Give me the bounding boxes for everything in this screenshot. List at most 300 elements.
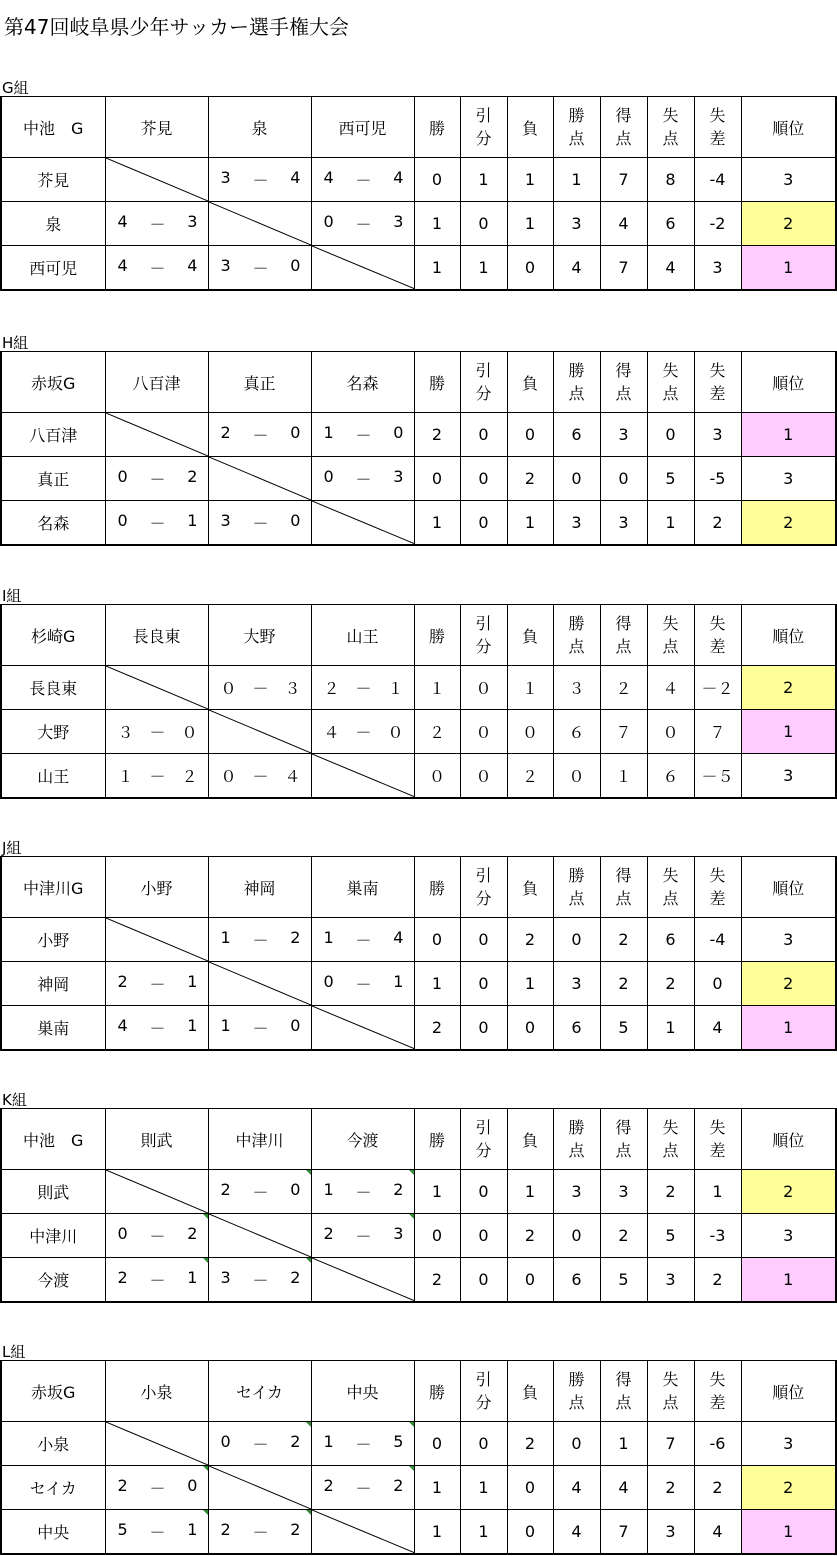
goals-against: 2 xyxy=(393,1180,404,1199)
opponent-header: 山王 xyxy=(311,605,414,666)
stat-value: 2 xyxy=(507,1214,553,1258)
rank-cell: 3 xyxy=(741,918,836,962)
match-score xyxy=(105,962,208,1006)
table-row xyxy=(1,246,836,290)
table-row xyxy=(1,1510,836,1554)
diagonal-line xyxy=(209,710,311,753)
diagonal-line xyxy=(312,754,414,797)
opponent-header: 八百津 xyxy=(105,352,208,413)
rank-cell: 2 xyxy=(741,666,836,710)
goals-against: 0 xyxy=(290,255,301,275)
goals-for: 0 xyxy=(117,467,128,486)
diagonal-line xyxy=(209,457,311,500)
rank-cell: 1 xyxy=(741,1006,836,1050)
stat-value: １ xyxy=(507,666,553,710)
score-box xyxy=(209,1268,311,1291)
stat-value: 1 xyxy=(460,1510,507,1554)
diagonal-stroke xyxy=(209,202,311,245)
goals-against: 1 xyxy=(187,1267,198,1287)
stat-header xyxy=(600,352,647,413)
stat-value: 5 xyxy=(600,1258,647,1302)
stat-header-line: 失 xyxy=(709,1370,726,1389)
score-dash: － xyxy=(355,679,372,698)
stat-value: 2 xyxy=(414,1006,460,1050)
stat-header: 順位 xyxy=(741,1109,836,1170)
diagonal-line xyxy=(312,501,414,544)
stat-header-line: 勝 xyxy=(568,106,585,125)
table-row xyxy=(1,1422,836,1466)
diagonal-cell xyxy=(311,1510,414,1554)
table-row xyxy=(1,158,836,202)
match-score xyxy=(105,202,208,246)
stat-header xyxy=(553,857,600,918)
diagonal-line xyxy=(106,666,208,709)
stat-header-line: 差 xyxy=(709,1393,726,1412)
stat-value: ０ xyxy=(460,710,507,754)
stat-value: 0 xyxy=(507,1258,553,1302)
stat-header: 勝 xyxy=(414,1109,460,1170)
stat-value: ２ xyxy=(414,710,460,754)
goals-against: 5 xyxy=(393,1432,404,1451)
goals-for: ２ xyxy=(323,679,340,698)
opponent-header: 真正 xyxy=(208,352,311,413)
goals-for: ０ xyxy=(220,766,237,786)
table-row xyxy=(1,1170,836,1214)
diagonal-cell xyxy=(105,1422,208,1466)
score-dash: － xyxy=(149,1479,166,1498)
stat-header-line: 点 xyxy=(568,1141,585,1160)
table-row xyxy=(1,1466,836,1510)
table-row xyxy=(1,1006,836,1050)
score-box xyxy=(312,676,414,699)
table-row xyxy=(1,1258,836,1302)
stat-value: 7 xyxy=(600,158,647,202)
goals-against: 1 xyxy=(187,510,198,530)
stat-value: 6 xyxy=(647,918,694,962)
stat-header: 負 xyxy=(507,605,553,666)
stat-value: 0 xyxy=(460,202,507,246)
stat-value: 3 xyxy=(553,962,600,1006)
team-name: 則武 xyxy=(1,1170,105,1214)
header-row xyxy=(1,605,836,666)
stat-header xyxy=(647,97,694,158)
stat-value: 1 xyxy=(694,1170,741,1214)
opponent-header: 泉 xyxy=(208,97,311,158)
stat-header-line: 点 xyxy=(662,1141,679,1160)
goals-against: ２ xyxy=(181,766,198,786)
stat-value: 3 xyxy=(553,1170,600,1214)
match-score xyxy=(208,918,311,962)
match-score xyxy=(311,1214,414,1258)
stat-header-line: 点 xyxy=(615,637,632,656)
stat-header xyxy=(600,605,647,666)
stat-header-line: 失 xyxy=(709,1118,726,1137)
score-dash: － xyxy=(252,513,269,533)
goals-for: 0 xyxy=(323,467,334,486)
stat-value: 0 xyxy=(460,501,507,545)
stat-value: 4 xyxy=(553,1510,600,1554)
diagonal-stroke xyxy=(106,666,208,709)
rank-cell: 3 xyxy=(741,457,836,501)
stat-value: 2 xyxy=(507,1422,553,1466)
stat-header-line: 引 xyxy=(475,614,492,633)
score-dash: － xyxy=(355,171,372,190)
stat-header-line: 失 xyxy=(662,106,679,125)
goals-against: １ xyxy=(387,679,404,698)
stat-value: 0 xyxy=(414,1214,460,1258)
stat-value: 6 xyxy=(553,1258,600,1302)
stat-header-line: 差 xyxy=(709,384,726,403)
stat-value: 2 xyxy=(647,962,694,1006)
diagonal-stroke xyxy=(312,1258,414,1301)
diagonal-line xyxy=(312,1510,414,1553)
goals-for: 2 xyxy=(117,1476,128,1495)
stat-value: ６ xyxy=(553,710,600,754)
goals-against: 1 xyxy=(393,972,404,991)
stat-value: 0 xyxy=(460,1422,507,1466)
score-dash: － xyxy=(252,679,269,698)
goals-against: 3 xyxy=(393,212,404,231)
score-box xyxy=(209,676,311,699)
match-score xyxy=(311,918,414,962)
stat-value: 3 xyxy=(600,501,647,545)
stat-value: 4 xyxy=(553,1466,600,1510)
score-dash: － xyxy=(149,1018,166,1038)
stat-value: ４ xyxy=(647,666,694,710)
group-label: K組 xyxy=(2,1091,27,1109)
diagonal-cell xyxy=(208,1214,311,1258)
group-label: L組 xyxy=(2,1343,26,1361)
stat-header: 勝 xyxy=(414,97,460,158)
goals-against: 3 xyxy=(393,467,404,486)
score-box xyxy=(312,972,414,995)
stat-value: 1 xyxy=(460,1466,507,1510)
score-box xyxy=(209,1016,311,1039)
stat-header-line: 失 xyxy=(662,1118,679,1137)
stat-value: 3 xyxy=(600,413,647,457)
stat-header-line: 点 xyxy=(568,889,585,908)
stat-header xyxy=(647,352,694,413)
standings-table xyxy=(0,1360,837,1555)
goals-for: １ xyxy=(117,766,134,786)
diagonal-cell xyxy=(208,710,311,754)
stat-value: 4 xyxy=(694,1006,741,1050)
team-name: セイカ xyxy=(1,1466,105,1510)
stat-header-line: 引 xyxy=(475,866,492,885)
cell-note-marker xyxy=(306,1258,311,1263)
team-name: 巣南 xyxy=(1,1006,105,1050)
score-dash: － xyxy=(252,171,269,190)
cell-note-marker xyxy=(203,1258,208,1263)
stat-value: -5 xyxy=(694,457,741,501)
stat-value: 2 xyxy=(414,1258,460,1302)
stat-value: ７ xyxy=(694,710,741,754)
score-dash: － xyxy=(149,975,166,994)
stat-header xyxy=(647,857,694,918)
stat-header-line: 点 xyxy=(615,129,632,148)
stat-value: 3 xyxy=(553,202,600,246)
stat-header-line: 点 xyxy=(662,889,679,908)
match-score xyxy=(311,710,414,754)
stat-value: 1 xyxy=(507,158,553,202)
group-label: I組 xyxy=(2,587,22,605)
stat-value: 0 xyxy=(414,1422,460,1466)
stat-value: 6 xyxy=(647,202,694,246)
stat-header-line: 点 xyxy=(615,1393,632,1412)
stat-value: 5 xyxy=(647,457,694,501)
stat-value: 0 xyxy=(553,918,600,962)
opponent-header: 長良東 xyxy=(105,605,208,666)
goals-for: 2 xyxy=(323,1224,334,1243)
stat-value: 2 xyxy=(600,918,647,962)
stat-value: ０ xyxy=(507,710,553,754)
venue-cell: 中池 G xyxy=(1,97,105,158)
stat-value: １ xyxy=(600,754,647,798)
stat-header-line: 得 xyxy=(615,361,632,380)
stat-value: 4 xyxy=(647,246,694,290)
score-box xyxy=(106,1016,208,1039)
score-dash: － xyxy=(252,931,269,950)
stat-value: －２ xyxy=(694,666,741,710)
stat-value: 1 xyxy=(460,246,507,290)
venue-cell: 杉崎G xyxy=(1,605,105,666)
header-row xyxy=(1,857,836,918)
cell-note-marker xyxy=(306,1510,311,1515)
table-row xyxy=(1,457,836,501)
score-box xyxy=(209,1180,311,1203)
header-row xyxy=(1,352,836,413)
cell-note-marker xyxy=(203,1510,208,1515)
score-box xyxy=(106,212,208,235)
opponent-header: 芥見 xyxy=(105,97,208,158)
match-score xyxy=(105,501,208,545)
stat-value: 2 xyxy=(647,1466,694,1510)
team-name: 名森 xyxy=(1,501,105,545)
score-box xyxy=(209,511,311,534)
stat-value: 7 xyxy=(600,1510,647,1554)
stat-header-line: 勝 xyxy=(568,614,585,633)
stat-header-line: 得 xyxy=(615,1370,632,1389)
opponent-header: 中央 xyxy=(311,1361,414,1422)
diagonal-line xyxy=(209,962,311,1005)
team-name: 真正 xyxy=(1,457,105,501)
opponent-header: 巣南 xyxy=(311,857,414,918)
match-score xyxy=(208,1170,311,1214)
stat-value: 4 xyxy=(600,1466,647,1510)
match-score xyxy=(105,1006,208,1050)
goals-for: 1 xyxy=(323,1432,334,1451)
goals-for: ０ xyxy=(220,679,237,698)
score-dash: － xyxy=(252,766,269,786)
diagonal-stroke xyxy=(312,1510,414,1553)
stat-header-line: 差 xyxy=(709,129,726,148)
score-box xyxy=(312,1180,414,1203)
score-box xyxy=(106,1224,208,1247)
match-score xyxy=(105,457,208,501)
goals-for: 2 xyxy=(117,972,128,991)
stat-header xyxy=(600,857,647,918)
score-box xyxy=(312,168,414,191)
stat-header-line: 差 xyxy=(709,1141,726,1160)
score-dash: － xyxy=(355,426,372,445)
opponent-header: 中津川 xyxy=(208,1109,311,1170)
stat-value: 1 xyxy=(553,158,600,202)
score-dash: － xyxy=(355,975,372,994)
diagonal-line xyxy=(106,918,208,961)
match-score xyxy=(208,1006,311,1050)
diagonal-stroke xyxy=(106,413,208,456)
diagonal-cell xyxy=(208,1466,311,1510)
cell-note-marker xyxy=(306,1422,311,1427)
stat-value: 2 xyxy=(507,918,553,962)
goals-for: 0 xyxy=(220,1432,231,1451)
stat-value: 1 xyxy=(460,158,507,202)
table-row xyxy=(1,202,836,246)
diagonal-cell xyxy=(311,501,414,545)
diagonal-stroke xyxy=(209,457,311,500)
goals-for: 0 xyxy=(323,212,334,231)
stat-value: 3 xyxy=(647,1258,694,1302)
goals-against: 0 xyxy=(290,1180,301,1199)
rank-cell: 1 xyxy=(741,1510,836,1554)
diagonal-line xyxy=(209,1214,311,1257)
table-row xyxy=(1,501,836,545)
diagonal-stroke xyxy=(106,158,208,201)
cell-note-marker xyxy=(409,1422,414,1427)
stat-value: ０ xyxy=(460,666,507,710)
standings-table xyxy=(0,96,837,291)
stat-value: 0 xyxy=(694,962,741,1006)
stat-header xyxy=(553,1361,600,1422)
stat-value: -6 xyxy=(694,1422,741,1466)
score-box xyxy=(106,720,208,743)
stat-value: 1 xyxy=(647,1006,694,1050)
score-dash: － xyxy=(149,1522,166,1542)
stat-value: -4 xyxy=(694,918,741,962)
goals-against: 4 xyxy=(393,928,404,947)
stat-header xyxy=(600,97,647,158)
stat-value: 0 xyxy=(553,1422,600,1466)
team-name: 小野 xyxy=(1,918,105,962)
standings-table xyxy=(0,604,837,799)
match-score xyxy=(208,158,311,202)
header-row xyxy=(1,97,836,158)
rank-cell: 1 xyxy=(741,710,836,754)
stat-value: 0 xyxy=(553,1214,600,1258)
goals-for: ４ xyxy=(323,723,340,742)
stat-header-line: 勝 xyxy=(568,361,585,380)
goals-against: 2 xyxy=(290,1432,301,1451)
opponent-header: 則武 xyxy=(105,1109,208,1170)
diagonal-line xyxy=(209,202,311,245)
stat-value: 0 xyxy=(414,158,460,202)
stat-header-line: 点 xyxy=(568,129,585,148)
team-name: 神岡 xyxy=(1,962,105,1006)
rank-cell: 2 xyxy=(741,962,836,1006)
stat-value: ０ xyxy=(460,754,507,798)
match-score xyxy=(105,710,208,754)
stat-header-line: 失 xyxy=(709,614,726,633)
stat-header-line: 失 xyxy=(662,614,679,633)
match-score xyxy=(311,1170,414,1214)
score-box xyxy=(312,720,414,743)
opponent-header: 今渡 xyxy=(311,1109,414,1170)
table-row xyxy=(1,710,836,754)
stat-header: 負 xyxy=(507,97,553,158)
team-name: 中津川 xyxy=(1,1214,105,1258)
match-score xyxy=(208,1258,311,1302)
diagonal-stroke xyxy=(312,246,414,289)
stat-header xyxy=(694,97,741,158)
stat-header-line: 分 xyxy=(475,889,492,908)
goals-for: 2 xyxy=(220,1180,231,1199)
team-name: 長良東 xyxy=(1,666,105,710)
stat-value: 1 xyxy=(507,1170,553,1214)
stat-header: 負 xyxy=(507,1109,553,1170)
stat-value: 6 xyxy=(553,1006,600,1050)
stat-header xyxy=(694,857,741,918)
match-score xyxy=(311,457,414,501)
diagonal-cell xyxy=(105,158,208,202)
stat-header: 順位 xyxy=(741,97,836,158)
team-name: 西可児 xyxy=(1,246,105,290)
score-dash: － xyxy=(252,426,269,445)
goals-against: 4 xyxy=(187,255,198,275)
stat-header-line: 点 xyxy=(662,129,679,148)
opponent-header: 名森 xyxy=(311,352,414,413)
score-box xyxy=(106,256,208,279)
goals-against: 4 xyxy=(393,168,404,187)
goals-for: 5 xyxy=(117,1519,128,1539)
stat-value: 1 xyxy=(507,202,553,246)
score-dash: － xyxy=(252,258,269,278)
score-dash: － xyxy=(149,513,166,533)
diagonal-cell xyxy=(311,1258,414,1302)
diagonal-cell xyxy=(105,413,208,457)
stat-value: 6 xyxy=(553,413,600,457)
stat-value: 4 xyxy=(600,202,647,246)
match-score xyxy=(311,158,414,202)
stat-value: 0 xyxy=(507,1510,553,1554)
goals-against: 2 xyxy=(290,928,301,947)
stat-header-line: 点 xyxy=(615,1141,632,1160)
rank-cell: 3 xyxy=(741,754,836,798)
rank-cell: 1 xyxy=(741,413,836,457)
match-score xyxy=(311,413,414,457)
stat-value: 0 xyxy=(460,1258,507,1302)
stat-header-line: 差 xyxy=(709,889,726,908)
venue-cell: 中池 G xyxy=(1,1109,105,1170)
rank-cell: 2 xyxy=(741,1466,836,1510)
group-label: G組 xyxy=(2,79,29,97)
goals-for: 0 xyxy=(117,1224,128,1243)
stat-header-line: 失 xyxy=(709,866,726,885)
match-score xyxy=(105,1214,208,1258)
match-score xyxy=(105,246,208,290)
match-score xyxy=(311,1466,414,1510)
match-score xyxy=(105,1258,208,1302)
stat-value: 0 xyxy=(460,457,507,501)
stat-header-line: 勝 xyxy=(568,1118,585,1137)
stat-value: 2 xyxy=(647,1170,694,1214)
goals-for: 0 xyxy=(117,510,128,530)
diagonal-line xyxy=(209,1466,311,1509)
stat-header-line: 得 xyxy=(615,106,632,125)
standings-table xyxy=(0,1108,837,1303)
score-dash: － xyxy=(149,470,166,489)
goals-for: ３ xyxy=(117,723,134,742)
stat-header xyxy=(460,857,507,918)
